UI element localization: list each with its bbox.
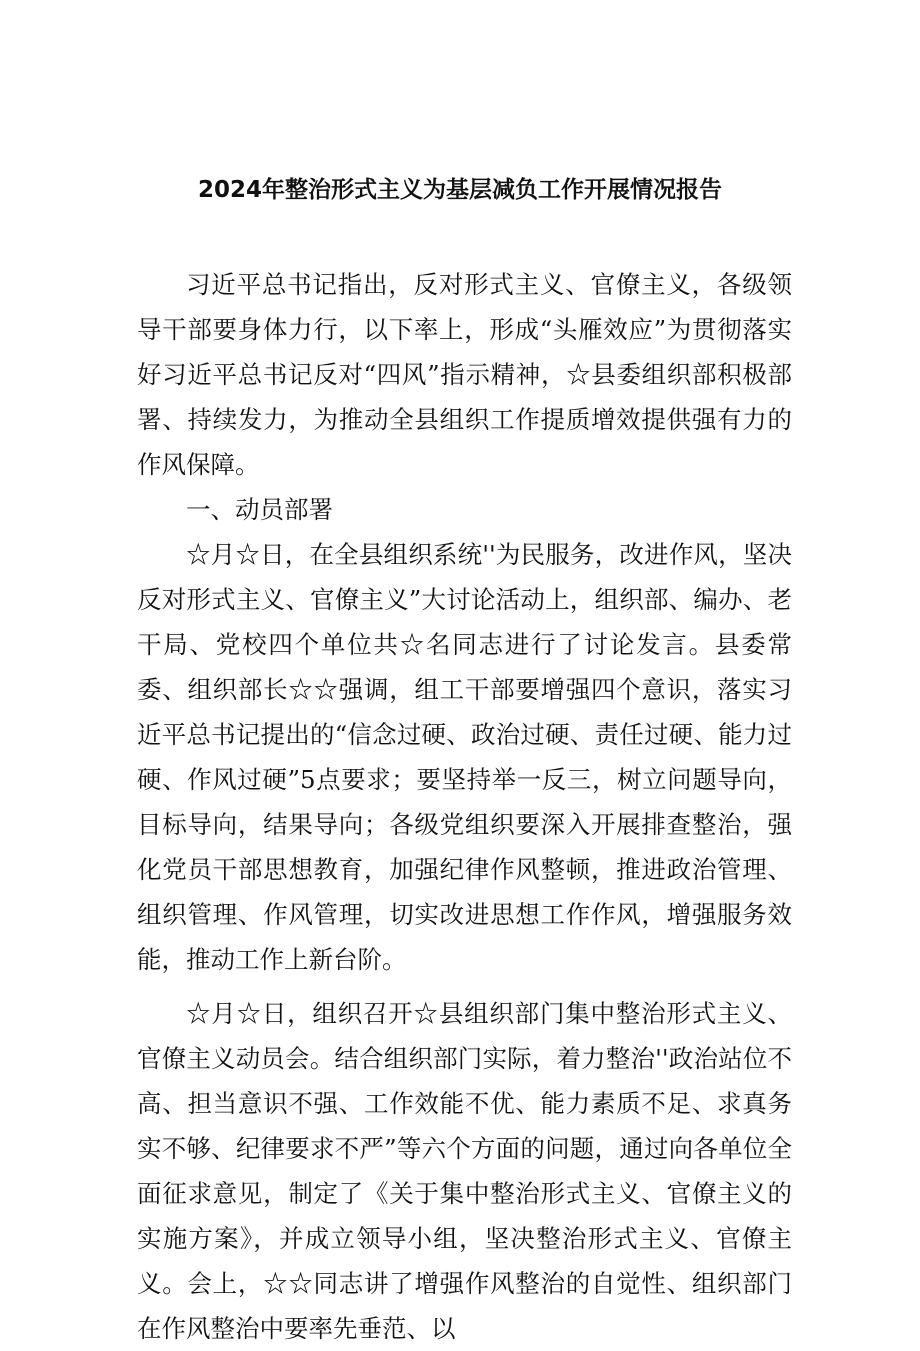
- intro-paragraph: 习近平总书记指出，反对形式主义、官僚主义，各级领导干部要身体力行，以下率上，形成“头雁效应”为贯彻落实好习近平总书记反对“四风”指示精神，☆县委组织部积极部署、持续发力，为推动全县组织工作提质增效提供强有力的作风保障。: [137, 270, 792, 479]
- section-heading-mobilization: 一、动员部署: [186, 495, 333, 524]
- section-paragraph: ☆月☆日，在全县组织系统''为民服务，改进作风，坚决反对形式主义、官僚主义”大讨论活动上，组织部、编办、老干局、党校四个单位共☆名同志进行了讨论发言。县委常委、组织部长☆☆强调，组工干部要增强四个意识，落实习近平总书记提出的“信念过硬、政治过硬、责任过硬、能力过硬、作风过硬”5点要求；要坚持举一反三，树立问题导向，目标导向，结果导向；各级党组织要深入开展排查整治，强化党员干部思想教育，加强纪律作风整顿，推进政治管理、组织管理、作风管理，切实改进思想工作作风，增强服务效能，推动工作上新台阶。: [137, 540, 792, 974]
- section-paragraph: ☆月☆日，组织召开☆县组织部门集中整治形式主义、官僚主义动员会。结合组织部门实际，着力整治''政治站位不高、担当意识不强、工作效能不优、能力素质不足、求真务实不够、纪律要求不严”等六个方面的问题，通过向各单位全面征求意见，制定了《关于集中整治形式主义、官僚主义的实施方案》，并成立领导小组，坚决整治形式主义、官僚主义。会上，☆☆同志讲了增强作风整治的自觉性、组织部门在作风整治中要率先垂范、以: [137, 999, 792, 1343]
- document-body: [137, 262, 792, 1351]
- document-title: 2024年整治形式主义为基层减负工作开展情况报告: [197, 177, 722, 203]
